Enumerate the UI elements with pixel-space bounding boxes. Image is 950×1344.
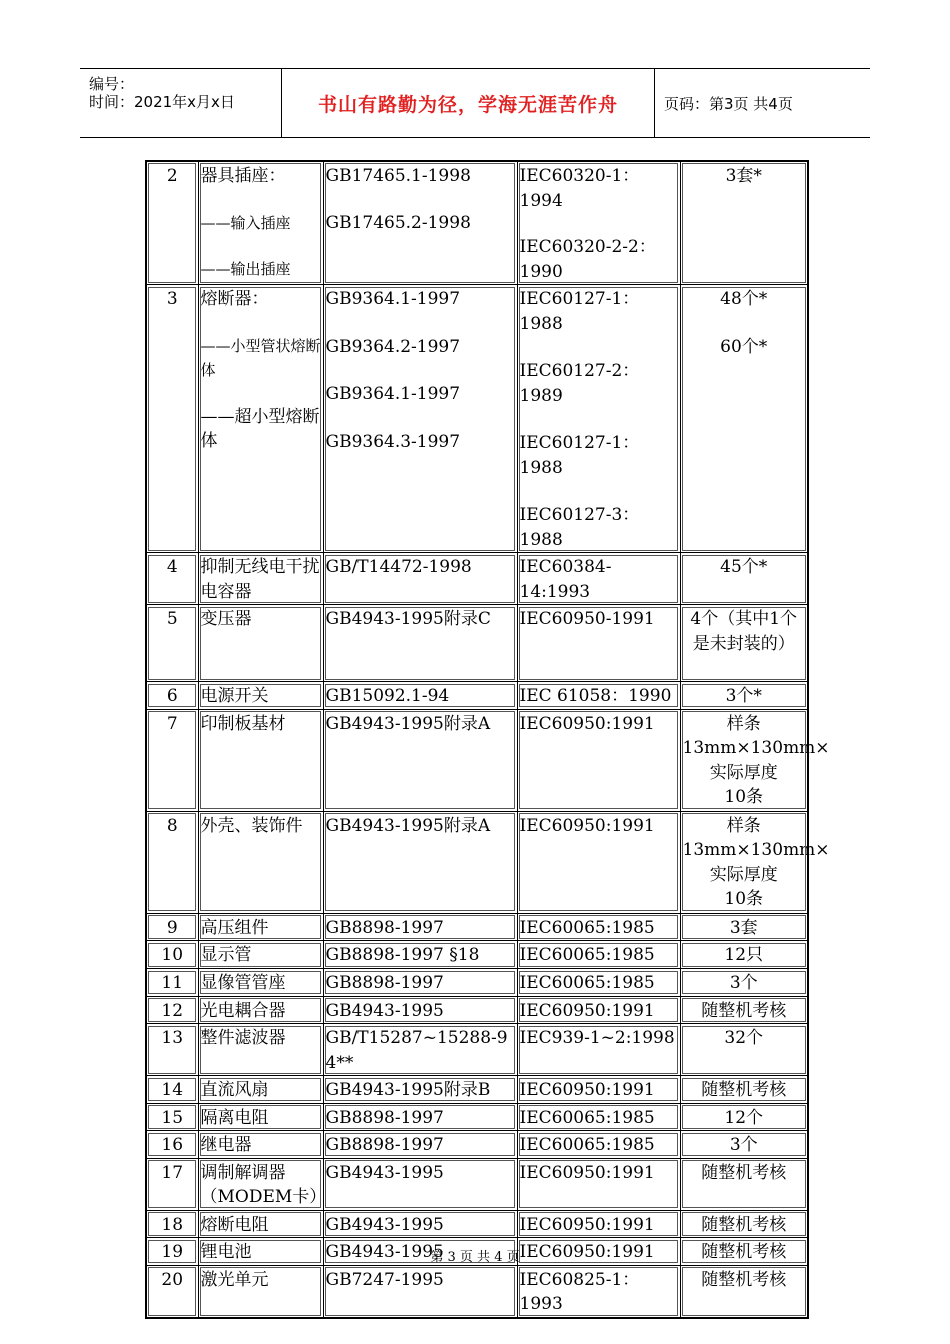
gb-line: GB9364.2-1997: [325, 336, 461, 357]
quantity: 12只: [680, 941, 808, 969]
row-number: 17: [146, 1158, 198, 1210]
iec-line: IEC60127-1：1988: [519, 289, 640, 334]
components-table: [145, 160, 830, 1319]
quantity: 3个: [680, 969, 808, 997]
table-row: [146, 1131, 808, 1159]
quantity: 随整机考核: [680, 1238, 808, 1266]
spacer: [201, 383, 321, 405]
component-line: 熔断器：: [200, 289, 269, 309]
spacer: [520, 408, 678, 431]
table-row: [146, 605, 808, 682]
quantity-line: 样条: [726, 713, 761, 734]
component-name: 锂电池: [198, 1238, 323, 1266]
gb-standard: GB8898-1997 §18: [323, 941, 517, 969]
table-row: [146, 941, 808, 969]
iec-standard: [517, 161, 680, 285]
iec-standard: IEC60950:1991: [517, 1238, 680, 1266]
component-name: [198, 161, 323, 285]
iec-line: IEC60320-2-2：1990: [519, 237, 656, 282]
quantity-line: 10条: [724, 889, 764, 909]
quantity: 32个: [680, 1024, 808, 1076]
gb-standard: [323, 161, 517, 285]
component-name: 整件滤波器: [198, 1024, 323, 1076]
iec-standard: IEC60950-1991: [517, 605, 680, 682]
iec-line: IEC60127-3：1988: [519, 505, 640, 550]
quantity-line: 样条: [726, 815, 761, 836]
row-number: 18: [146, 1210, 198, 1238]
row-number: 12: [146, 996, 198, 1024]
iec-standard: IEC60065:1985: [517, 941, 680, 969]
component-name: 熔断电阻: [198, 1210, 323, 1238]
quantity: 3个*: [680, 682, 808, 710]
component-name: 调制解调器（MODEM卡）: [198, 1158, 323, 1210]
table-row: [146, 913, 808, 941]
row-number: 16: [146, 1131, 198, 1159]
iec-standard: IEC60950:1991: [517, 996, 680, 1024]
gb-standard: GB15092.1-94: [323, 682, 517, 710]
quantity: 随整机考核: [680, 1076, 808, 1104]
iec-standard: IEC60065:1985: [517, 1131, 680, 1159]
gb-standard: GB4943-1995: [323, 1238, 517, 1266]
gb-standard: GB8898-1997: [323, 1103, 517, 1131]
component-name: 变压器: [198, 605, 323, 682]
gb-line: GB9364.3-1997: [325, 431, 461, 452]
quantity: 12个: [680, 1103, 808, 1131]
table-row: [146, 1076, 808, 1104]
iec-standard: IEC60065:1985: [517, 913, 680, 941]
iec-line: IEC60127-1：1988: [519, 433, 640, 478]
quantity-line: 3套*: [725, 166, 762, 186]
gb-line: GB17465.1-1998: [325, 166, 471, 186]
component-name: 显示管: [198, 941, 323, 969]
spacer: [326, 407, 515, 430]
row-number: 14: [146, 1076, 198, 1104]
quantity-line: 13mm×130mm×实际厚度: [682, 840, 830, 885]
row-number: 6: [146, 682, 198, 710]
iec-standard: IEC60950:1991: [517, 1158, 680, 1210]
gb-standard: GB7247-1995: [323, 1265, 517, 1318]
component-sub-line: ——超小型熔断体: [200, 406, 320, 451]
component-sub-line: ——输出插座: [200, 260, 291, 278]
iec-standard: IEC60065:1985: [517, 1103, 680, 1131]
quantity: 随整机考核: [680, 996, 808, 1024]
table-row: [146, 969, 808, 997]
table-row: [146, 161, 808, 285]
iec-standard: IEC939-1~2:1998: [517, 1024, 680, 1076]
component-line: 器具插座：: [200, 166, 286, 186]
component-name: 印制板基材: [198, 709, 323, 811]
quantity: 3套: [680, 913, 808, 941]
time-label: 时间：2021年x月x日: [89, 93, 235, 111]
row-number: 11: [146, 969, 198, 997]
gb-standard: [323, 285, 517, 553]
gb-standard: GB4943-1995附录C: [323, 605, 517, 682]
page-header: [80, 68, 870, 138]
row-number: 8: [146, 811, 198, 913]
quantity: [680, 161, 808, 285]
gb-standard: GB4943-1995: [323, 1158, 517, 1210]
table-row: [146, 1210, 808, 1238]
iec-standard: IEC 61058：1990: [517, 682, 680, 710]
component-sub-line: ——输入插座: [200, 213, 291, 232]
gb-standard: GB4943-1995: [323, 996, 517, 1024]
spacer: [326, 312, 515, 335]
quantity-line: 10条: [724, 787, 764, 807]
quantity: [680, 811, 830, 913]
row-number: 5: [146, 605, 198, 682]
row-number: 4: [146, 553, 198, 605]
spacer: [201, 312, 321, 334]
component-name: 电源开关: [198, 682, 323, 710]
component-name: 抑制无线电干扰电容器: [198, 553, 323, 605]
iec-standard: IEC60950:1991: [517, 1076, 680, 1104]
gb-standard: GB8898-1997: [323, 969, 517, 997]
spacer: [683, 312, 806, 335]
iec-standard: IEC60950:1991: [517, 709, 680, 811]
iec-standard: IEC60384-14:1993: [517, 553, 680, 605]
gb-standard: GB/T15287~15288-94**: [323, 1024, 517, 1076]
iec-line: IEC60127-2：1989: [519, 361, 640, 406]
quantity: [680, 285, 808, 553]
row-number: 10: [146, 941, 198, 969]
component-name: 外壳、装饰件: [198, 811, 323, 913]
row-number: 7: [146, 709, 198, 811]
row-number: 9: [146, 913, 198, 941]
code-label: 编号：: [89, 75, 135, 93]
component-name: 显像管管座: [198, 969, 323, 997]
quantity-line: 48个*: [720, 289, 768, 309]
gb-standard: GB4943-1995附录A: [323, 709, 517, 811]
spacer: [326, 189, 515, 211]
component-name: 直流风扇: [198, 1076, 323, 1104]
spacer: [520, 480, 678, 503]
iec-standard: [517, 285, 680, 553]
quantity: 45个*: [680, 553, 808, 605]
component-name: 继电器: [198, 1131, 323, 1159]
table-row: [146, 1265, 808, 1318]
gb-standard: GB4943-1995附录A: [323, 811, 517, 913]
row-number: 13: [146, 1024, 198, 1076]
table-row: [146, 1024, 808, 1076]
motto: 书山有路勤为径，学海无涯苦作舟: [282, 69, 655, 137]
gb-standard: GB8898-1997: [323, 913, 517, 941]
row-number: 3: [146, 285, 198, 553]
table-row: [146, 553, 808, 605]
iec-standard: IEC60065:1985: [517, 969, 680, 997]
page-info: 页码：第3页 共4页: [664, 94, 793, 113]
page-footer: 第 3 页 共 4 页: [430, 1250, 520, 1265]
table-row: [146, 1103, 808, 1131]
spacer: [520, 213, 678, 235]
component-name: 光电耦合器: [198, 996, 323, 1024]
component-name: [198, 285, 323, 553]
spacer: [326, 359, 515, 382]
gb-standard: GB8898-1997: [323, 1131, 517, 1159]
gb-line: GB17465.2-1998: [325, 212, 471, 233]
table-row: [146, 811, 808, 913]
gb-standard: GB4943-1995: [323, 1210, 517, 1238]
quantity: 随整机考核: [680, 1210, 808, 1238]
quantity: 4个（其中1个是未封装的）: [680, 605, 808, 682]
component-name: 激光单元: [198, 1265, 323, 1318]
gb-line: GB9364.1-1997: [325, 289, 461, 309]
component-sub-line: ——小型管状熔断体: [200, 336, 321, 379]
table-row: [146, 1158, 808, 1210]
quantity: 3个: [680, 1131, 808, 1159]
spacer: [201, 235, 321, 257]
row-number: 20: [146, 1265, 198, 1318]
gb-standard: GB/T14472-1998: [323, 553, 517, 605]
row-number: 19: [146, 1238, 198, 1266]
table-row: [146, 285, 808, 553]
quantity-line: 60个*: [720, 336, 768, 357]
quantity: [680, 709, 830, 811]
spacer: [201, 189, 321, 211]
table-row: [146, 682, 808, 710]
component-name: 隔离电阻: [198, 1103, 323, 1131]
gb-standard: GB4943-1995附录B: [323, 1076, 517, 1104]
table-row: [146, 996, 808, 1024]
component-name: 高压组件: [198, 913, 323, 941]
iec-line: IEC60320-1：1994: [519, 166, 640, 211]
header-meta: [80, 69, 282, 137]
quantity-line: 13mm×130mm×实际厚度: [682, 738, 830, 783]
table-row: [146, 709, 808, 811]
iec-standard: IEC60950:1991: [517, 1210, 680, 1238]
row-number: 2: [146, 161, 198, 285]
quantity: 随整机考核: [680, 1265, 808, 1318]
iec-standard: IEC60825-1：1993: [517, 1265, 680, 1318]
spacer: [520, 336, 678, 359]
iec-standard: IEC60950:1991: [517, 811, 680, 913]
row-number: 15: [146, 1103, 198, 1131]
gb-line: GB9364.1-1997: [325, 384, 461, 404]
quantity: 随整机考核: [680, 1158, 808, 1210]
